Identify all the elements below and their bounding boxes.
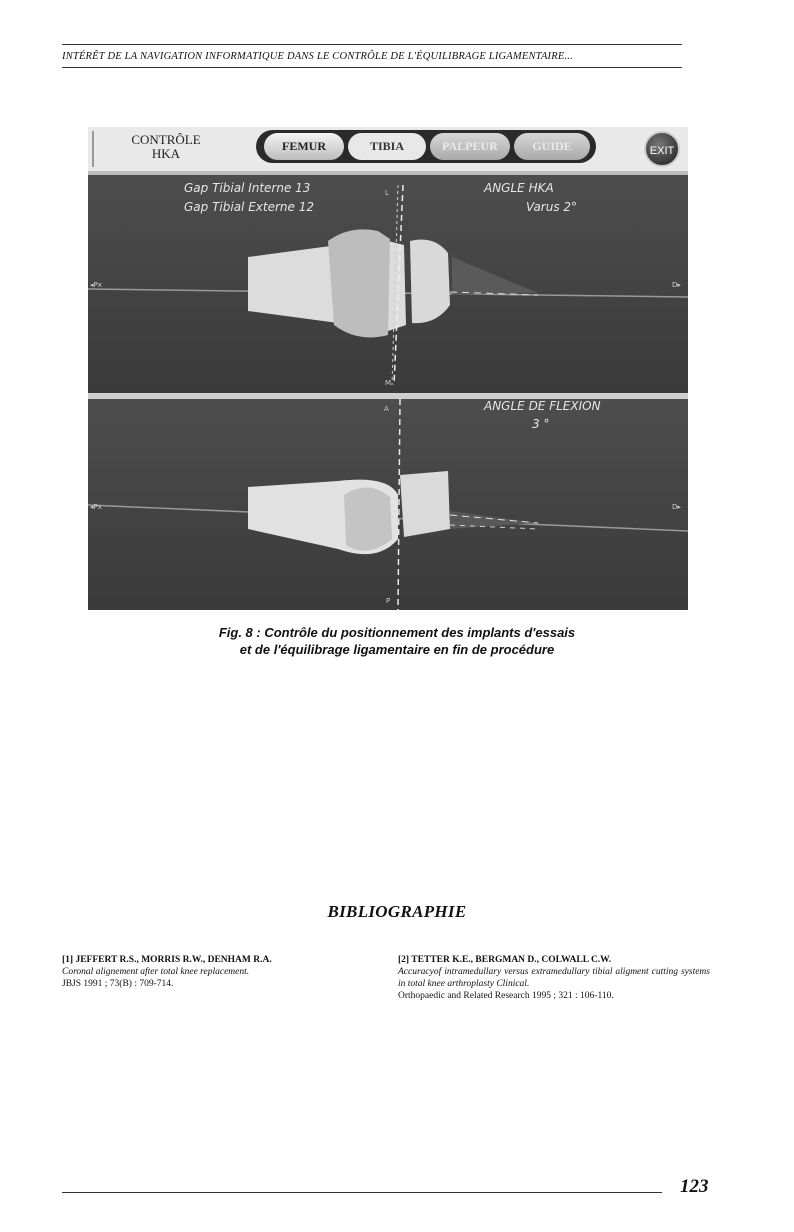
- gap-internal-label: Gap Tibial Interne 13: [184, 181, 311, 195]
- marker-proximal-bottom: ◂Px: [90, 503, 102, 511]
- exit-button[interactable]: EXIT: [644, 131, 680, 167]
- tab-palpeur[interactable]: PALPEUR: [430, 133, 510, 160]
- coronal-knee-render: [88, 175, 688, 393]
- sagittal-knee-render: [88, 399, 688, 610]
- reference-2: [398, 954, 710, 1002]
- hka-angle-value: Varus 2°: [526, 200, 578, 214]
- caption-line1: Fig. 8 : Contrôle du positionnement des implants d'essais: [218, 625, 576, 640]
- marker-proximal-top: ◂Px: [90, 281, 102, 289]
- marker-distal-top: D▸: [672, 281, 681, 289]
- control-label-line1: CONTRÔLE: [131, 132, 201, 147]
- page-number: 123: [680, 1176, 709, 1197]
- control-bracket: [92, 131, 104, 167]
- navigation-toolbar: [88, 127, 688, 175]
- sagittal-view-panel: [88, 399, 688, 610]
- navigation-screenshot-figure: [88, 127, 688, 610]
- marker-lateral: L: [385, 189, 389, 197]
- marker-posterior: P: [386, 597, 391, 605]
- caption-line2: et de l'équilibrage ligamentaire en fin de procédure: [239, 642, 555, 657]
- tab-guide[interactable]: GUIDE: [514, 133, 590, 160]
- flexion-angle-title: ANGLE DE FLEXION: [484, 399, 601, 413]
- control-label-line2: HKA: [151, 146, 181, 161]
- running-head-text: INTÉRÊT DE LA NAVIGATION INFORMATIQUE DANS LE CONTRÔLE DE L'ÉQUILIBRAGE LIGAMENTAIRE...: [62, 51, 573, 62]
- reference-2-title: Accuracyof intramedullary versus extramedullary tibial aligment cutting systems in total knee arthroplasty Clinical.: [398, 967, 710, 989]
- hka-angle-title: ANGLE HKA: [484, 181, 554, 195]
- coronal-view-panel: [88, 175, 688, 393]
- figure-caption: [140, 624, 654, 658]
- tab-bar: [256, 130, 596, 163]
- reference-2-source: Orthopaedic and Related Research 1995 ; 321 : 106-110.: [398, 991, 614, 1001]
- marker-anterior: A: [384, 405, 389, 413]
- reference-1-title: Coronal alignement after total knee replacement.: [62, 967, 250, 977]
- reference-2-authors: [2] TETTER K.E., BERGMAN D., COLWALL C.W.: [398, 955, 612, 965]
- control-hka-label: [106, 133, 226, 161]
- bibliography-title: BIBLIOGRAPHIE: [327, 902, 467, 921]
- header-rule-bottom: [62, 67, 682, 68]
- flexion-angle-value: 3 °: [532, 417, 550, 431]
- tab-femur[interactable]: FEMUR: [264, 133, 344, 160]
- tab-tibia[interactable]: TIBIA: [348, 133, 426, 160]
- gap-external-label: Gap Tibial Externe 12: [184, 200, 314, 214]
- marker-medial: M: [385, 379, 392, 387]
- reference-1-authors: [1] JEFFERT R.S., MORRIS R.W., DENHAM R.A.: [62, 955, 272, 965]
- footer-rule: [62, 1192, 662, 1193]
- marker-distal-bottom: D▸: [672, 503, 681, 511]
- running-head: [62, 44, 682, 68]
- reference-1-source: JBJS 1991 ; 73(B) : 709-714.: [62, 979, 174, 989]
- reference-1: [62, 954, 362, 990]
